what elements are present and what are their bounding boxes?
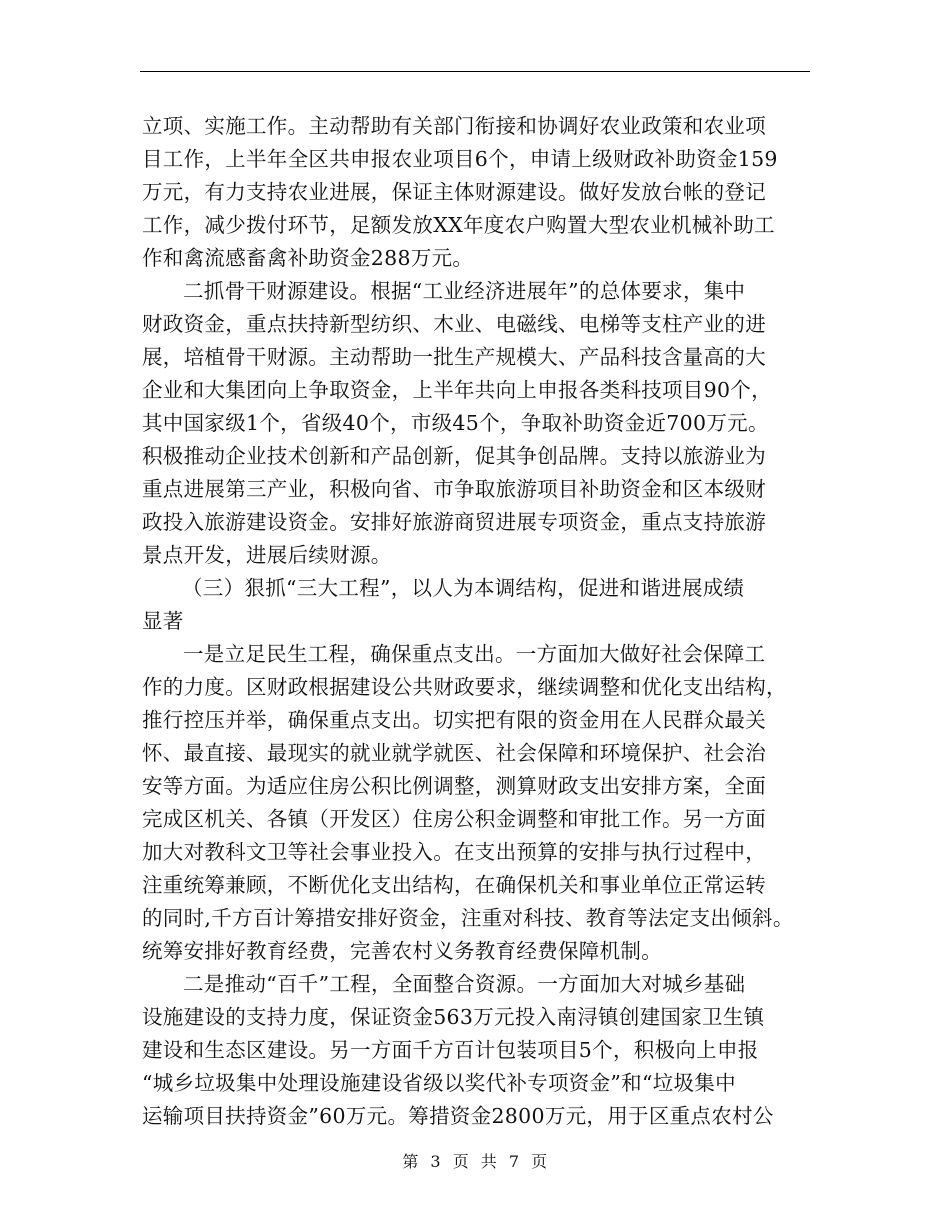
paragraph-line: 二抓骨干财源建设。根据“工业经济进展年”的总体要求，集中	[183, 279, 746, 303]
paragraph-line: 推行控压并举，确保重点支出。切实把有限的资金用在人民群众最关	[142, 708, 766, 732]
paragraph-line: 万元，有力支持农业进展，保证主体财源建设。做好发放台帐的登记	[142, 180, 766, 204]
paragraph-line: 作和禽流感畜禽补助资金288万元。	[142, 246, 474, 270]
paragraph-line: 建设和生态区建设。另一方面千方百计包装项目5个，积极向上申报	[142, 1038, 759, 1062]
section-heading-line: 显著	[142, 609, 184, 633]
page-number-footer: 第 3 页 共 7 页	[402, 1152, 548, 1171]
paragraph-line: 展，培植骨干财源。主动帮助一批生产规模大、产品科技含量高的大	[142, 345, 766, 369]
paragraph-line: 的同时,千方百计筹措安排好资金，注重对科技、教育等法定支出倾斜。	[142, 906, 794, 930]
paragraph-line: 设施建设的支持力度，保证资金563万元投入南浔镇创建国家卫生镇	[142, 1005, 765, 1029]
paragraph-line: 财政资金，重点扶持新型纺织、木业、电磁线、电梯等支柱产业的进	[142, 312, 766, 336]
paragraph-line: 工作，减少拨付环节，足额发放XX年度农户购置大型农业机械补助工	[142, 213, 775, 237]
paragraph-line: 政投入旅游建设资金。安排好旅游商贸进展专项资金，重点支持旅游	[142, 510, 766, 534]
paragraph-line: 加大对教科文卫等社会事业投入。在支出预算的安排与执行过程中，	[142, 840, 766, 864]
paragraph-line: 怀、最直接、最现实的就业就学就医、社会保障和环境保护、社会治	[142, 741, 766, 765]
paragraph-line: 企业和大集团向上争取资金，上半年共向上申报各类科技项目90个，	[142, 378, 772, 402]
paragraph-line: 作的力度。区财政根据建设公共财政要求，继续调整和优化支出结构，	[142, 675, 787, 699]
paragraph-line: “城乡垃圾集中处理设施建设省级以奖代补专项资金”和“垃圾集中	[142, 1071, 736, 1095]
paragraph-line: 完成区机关、各镇（开发区）住房公积金调整和审批工作。另一方面	[142, 807, 766, 831]
paragraph-line: 安等方面。为适应住房公积比例调整，测算财政支出安排方案，全面	[142, 774, 766, 798]
paragraph-line: 重点进展第三产业，积极向省、市争取旅游项目补助资金和区本级财	[142, 477, 766, 501]
paragraph-line: 运输项目扶持资金”60万元。筹措资金2800万元，用于区重点农村公	[142, 1104, 774, 1128]
paragraph-line: 一是立足民生工程，确保重点支出。一方面加大做好社会保障工	[183, 642, 766, 666]
paragraph-line: 注重统筹兼顾，不断优化支出结构，在确保机关和事业单位正常运转	[142, 873, 766, 897]
section-heading-line: （三）狠抓“三大工程”，以人为本调结构，促进和谐进展成绩	[182, 576, 745, 600]
paragraph-line: 统筹安排好教育经费，完善农村义务教育经费保障机制。	[142, 939, 662, 963]
paragraph-line: 其中国家级1个，省级40个，市级45个，争取补助资金近700万元。	[142, 411, 769, 435]
paragraph-line: 积极推动企业技术创新和产品创新，促其争创品牌。支持以旅游业为	[142, 444, 766, 468]
paragraph-line: 二是推动“百千”工程，全面整合资源。一方面加大对城乡基础	[183, 972, 746, 996]
paragraph-line: 目工作，上半年全区共申报农业项目6个，申请上级财政补助资金159	[142, 147, 778, 171]
paragraph-line: 景点开发，进展后续财源。	[142, 543, 392, 567]
paragraph-line: 立项、实施工作。主动帮助有关部门衔接和协调好农业政策和农业项	[142, 114, 766, 138]
